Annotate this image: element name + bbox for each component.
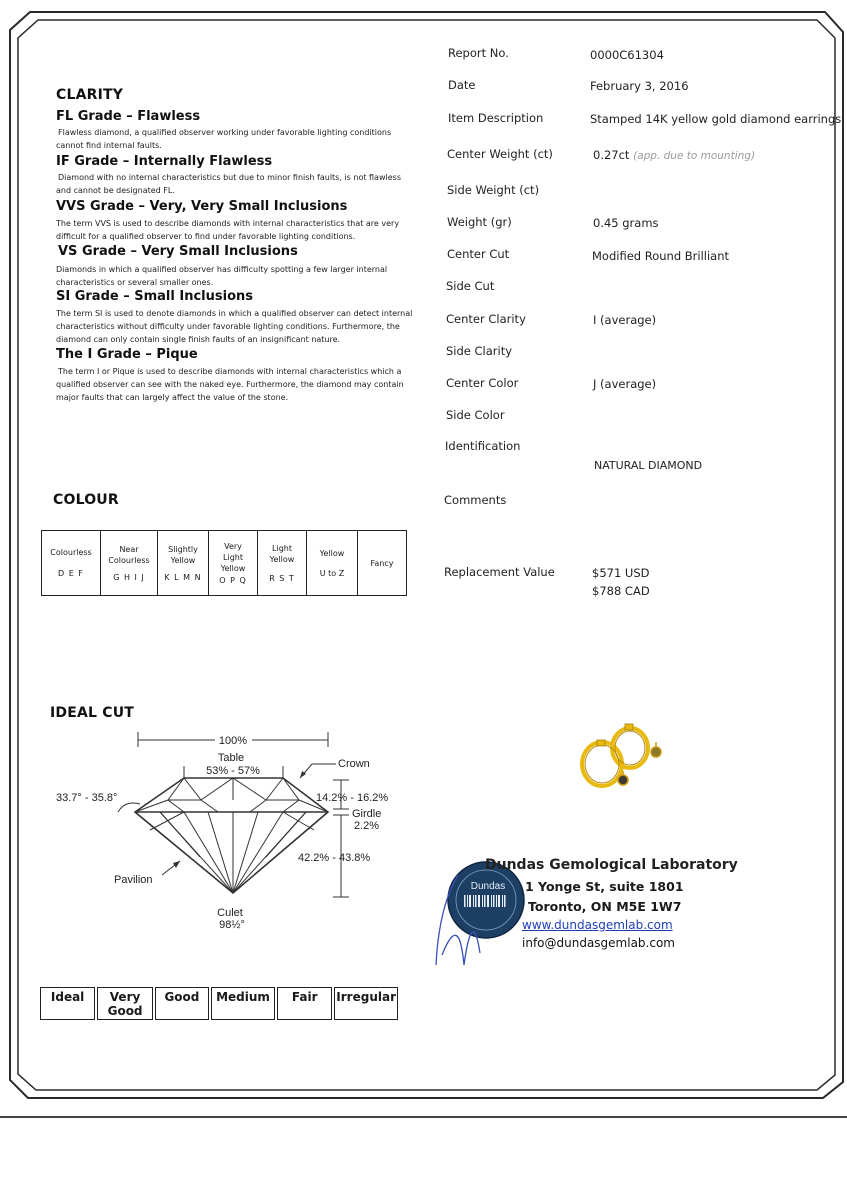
cut-grade-medium: Medium <box>211 987 275 1020</box>
clarity-vs-heading: VS Grade – Very Small Inclusions <box>58 244 298 259</box>
diagram-girdle-label: Girdle <box>352 808 382 820</box>
diagram-table-range: 53% - 57% <box>206 765 260 777</box>
report-no-value: 0000C61304 <box>590 48 664 62</box>
clarity-vs-text-1: Diamonds in which a qualified observer has difficulty spotting a few larger internal <box>56 265 388 274</box>
replacement-value-cad: $788 CAD <box>592 584 650 598</box>
side-color-label: Side Color <box>446 408 505 422</box>
clarity-if-heading: IF Grade – Internally Flawless <box>56 154 273 169</box>
page-bottom-rule <box>0 1116 847 1118</box>
cut-grade-very-good: Very Good <box>97 987 153 1020</box>
colour-cell-fancy: Fancy <box>358 531 407 596</box>
clarity-si-heading: SI Grade – Small Inclusions <box>56 289 253 304</box>
center-weight-field <box>593 148 755 162</box>
weight-label: Weight (gr) <box>447 215 512 229</box>
center-weight-note: (app. due to mounting) <box>633 150 756 162</box>
report-no-label: Report No. <box>448 46 509 60</box>
side-clarity-label: Side Clarity <box>446 344 513 358</box>
center-weight-value: 0.27ct <box>593 148 630 162</box>
clarity-si-text-3: diamond can only contain single finish faults of an insignificant nature. <box>56 335 341 344</box>
lab-address-2: Toronto, ON M5E 1W7 <box>528 899 682 914</box>
weight-value: 0.45 grams <box>593 216 659 230</box>
cut-grade-irregular: Irregular <box>334 987 398 1020</box>
colour-title: COLOUR <box>53 492 119 508</box>
cut-grade-fair: Fair <box>277 987 332 1020</box>
clarity-fl-text-2: cannot find internal faults. <box>56 141 162 150</box>
diagram-pavilion-label: Pavilion <box>114 874 153 886</box>
replacement-value-usd: $571 USD <box>592 566 650 580</box>
center-weight-label: Center Weight (ct) <box>447 147 553 161</box>
clarity-if-text-1: Diamond with no internal characteristics but due to minor finish faults, is not flawless <box>58 173 401 182</box>
colour-cell-light-yellow: Light Yellow R S T <box>258 531 307 596</box>
clarity-i-text-3: major faults that can largely affect the value of the stone. <box>56 393 289 402</box>
diagram-table-label: Table <box>217 752 245 764</box>
clarity-i-heading: The I Grade – Pique <box>56 347 198 362</box>
identification-label: Identification <box>445 439 521 453</box>
center-color-label: Center Color <box>446 376 519 390</box>
diagram-crown-label: Crown <box>338 758 370 770</box>
diagram-pavilion-depth: 42.2% - 43.8% <box>298 852 371 864</box>
clarity-fl-text-1: Flawless diamond, a qualified observer working under favorable lighting conditions <box>58 128 392 137</box>
lab-email[interactable]: info@dundasgemlab.com <box>522 936 675 950</box>
clarity-vvs-text-2: difficult for a qualified observer to find under favorable lighting conditions. <box>56 232 356 241</box>
clarity-si-text-1: The term SI is used to denote diamonds in which a qualified observer can detect internal <box>56 309 413 318</box>
diamond-cut-diagram <box>40 725 430 940</box>
lab-name: Dundas Gemological Laboratory <box>485 857 738 873</box>
earrings-photo <box>560 718 680 798</box>
lab-address-1: 1 Yonge St, suite 1801 <box>525 879 684 894</box>
clarity-if-text-2: and cannot be designated FL. <box>56 186 175 195</box>
cut-grade-good: Good <box>155 987 209 1020</box>
diagram-culet-label: Culet <box>217 907 243 919</box>
identification-value: NATURAL DIAMOND <box>594 459 703 472</box>
center-clarity-label: Center Clarity <box>446 312 526 326</box>
lab-website-link[interactable]: www.dundasgemlab.com <box>522 918 673 932</box>
center-clarity-value: I (average) <box>593 313 657 327</box>
diagram-crown-height: 14.2% - 16.2% <box>316 792 389 804</box>
side-cut-label: Side Cut <box>446 279 495 293</box>
diagram-girdle-value: 2.2% <box>354 820 380 832</box>
comments-label: Comments <box>444 493 507 507</box>
colour-scale <box>41 530 407 596</box>
item-description-value: Stamped 14K yellow gold diamond earrings <box>590 112 842 126</box>
diagram-width-label: 100% <box>218 735 248 747</box>
colour-cell-slightly-yellow: Slightly Yellow K L M N <box>158 531 209 596</box>
cut-grade-ideal: Ideal <box>40 987 95 1020</box>
clarity-i-text-2: qualified observer can see with the naked eye. Furthermore, the diamond may contain <box>56 380 404 389</box>
colour-cell-near-colourless: Near Colourless G H I J <box>101 531 158 596</box>
diagram-crown-angle: 33.7° - 35.8° <box>56 792 118 804</box>
center-cut-label: Center Cut <box>447 247 510 261</box>
clarity-i-text-1: The term I or Pique is used to describe diamonds with internal characteristics which a <box>58 367 402 376</box>
clarity-fl-heading: FL Grade – Flawless <box>56 109 201 124</box>
center-cut-value: Modified Round Brilliant <box>592 249 730 263</box>
cut-grade-scale <box>38 985 400 1022</box>
ideal-cut-title: IDEAL CUT <box>50 705 135 721</box>
colour-cell-very-light-yellow: Very Light Yellow O P Q <box>209 531 258 596</box>
colour-cell-yellow: Yellow U to Z <box>307 531 358 596</box>
item-description-label: Item Description <box>448 111 544 125</box>
replacement-value-label: Replacement Value <box>444 565 555 579</box>
side-weight-label: Side Weight (ct) <box>447 183 540 197</box>
date-label: Date <box>448 78 476 92</box>
clarity-vs-text-2: characteristics or several smaller ones. <box>56 278 214 287</box>
clarity-si-text-2: characteristics without difficulty under favorable lighting conditions. Furthermore, the <box>56 322 400 331</box>
date-value: February 3, 2016 <box>590 79 689 93</box>
lab-seal-word: Dundas <box>470 881 506 892</box>
clarity-vvs-text-1: The term VVS is used to describe diamonds with internal characteristics that are very <box>56 219 400 228</box>
colour-cell-colourless: Colourless D E F <box>42 531 101 596</box>
diagram-culet-value: 98½° <box>219 919 245 931</box>
clarity-vvs-heading: VVS Grade – Very, Very Small Inclusions <box>56 199 348 214</box>
clarity-title: CLARITY <box>56 87 124 103</box>
center-color-value: J (average) <box>593 377 657 391</box>
